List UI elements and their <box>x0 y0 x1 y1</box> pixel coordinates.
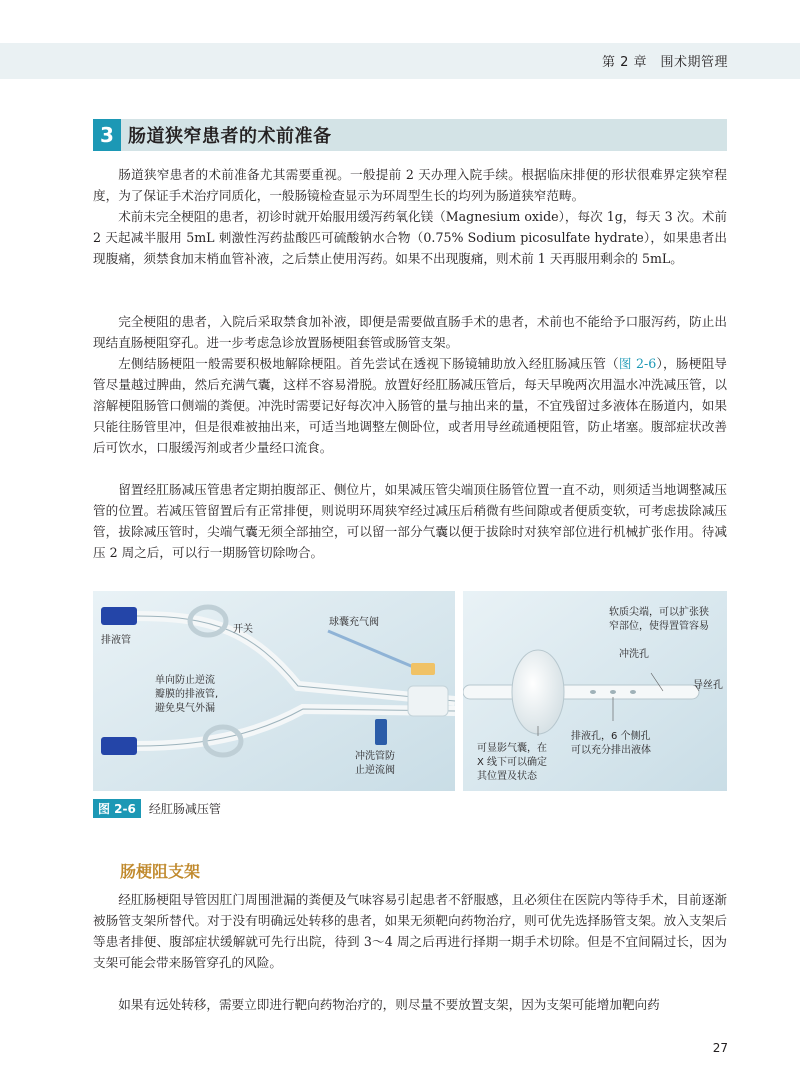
figure-reference-link[interactable]: 图 2-6 <box>618 356 657 371</box>
paragraph-6: 经肛肠梗阻导管因肛门周围泄漏的粪便及气味容易引起患者不舒服感，且必须住在医院内等待手术，目前逐渐被肠管支架所替代。对于没有明确远处转移的患者，如果无须靶向药物治疗，则可优先选择肠管支架。放入支架后等患者排便、腹部症状缓解就可先行出院，待到 3～4 周之后再进行择期一期手术切除。但是不宜间隔过长，因为支架可能会带来肠管穿孔的风险。 <box>93 892 727 970</box>
balloon-icon <box>512 650 564 734</box>
balloon-valve-icon <box>411 663 435 675</box>
paragraph-4 <box>93 353 727 458</box>
running-head: 第 2 章 围术期管理 <box>601 55 728 70</box>
label-flush-hole: 冲洗孔 <box>619 649 649 660</box>
page-number: 27 <box>712 1041 728 1055</box>
label-switch: 开关 <box>233 624 253 635</box>
figure-caption <box>93 799 221 818</box>
label-tip-1: 软质尖端，可以扩张狭 <box>609 607 709 618</box>
balloon-tip-illustration <box>463 591 727 791</box>
section-heading <box>93 119 727 151</box>
label-guide-hole: 导丝孔 <box>693 680 723 691</box>
section-title: 肠道狭窄患者的术前准备 <box>128 126 332 147</box>
label-side-2: 可以充分排出液体 <box>571 745 651 756</box>
y-connector <box>408 686 448 716</box>
flush-valve-icon <box>375 719 387 745</box>
paragraph-3: 完全梗阻的患者，入院后采取禁食加补液，即便是需要做直肠手术的患者，术前也不能给予口服泻药，防止出现结直肠梗阻穿孔。进一步考虑急诊放置肠梗阻套管或肠管支架。 <box>93 314 727 350</box>
paragraph-5: 留置经肛肠减压管患者定期拍腹部正、侧位片，如果减压管尖端顶住肠管位置一直不动，则须适当地调整减压管的位置。若减压管留置后有正常排便，则说明环周狭窄经过减压后稍微有些间隙或者便质变软，可考虑拔除减压管，拔除减压管时，尖端气囊无须全部抽空，可以留一部分气囊以便于拔除时对狭窄部位进行机械扩张作用。待减压 2 周之后，可以行一期肠管切除吻合。 <box>93 482 727 560</box>
paragraph-1: 肠道狭窄患者的术前准备尤其需要重视。一般提前 2 天办理入院手续。根据临床排便的形状很难界定狭窄程度，为了保证手术治疗同质化，一般肠镜检查显示为环周型生长的均列为肠道狭窄范畴。 <box>93 167 727 203</box>
label-balloon-3: 其位置及状态 <box>477 771 537 782</box>
section-number: 3 <box>93 119 121 151</box>
paragraph-4-start: 左侧结肠梗阻一般需要积极地解除梗阻。首先尝试在透视下肠镜辅助放入经肛肠减压管（ <box>118 356 619 371</box>
label-side-1: 排液孔，6 个侧孔 <box>571 731 651 742</box>
figure-tag: 图 2-6 <box>93 799 141 818</box>
figure-left-panel <box>93 591 455 791</box>
paragraph-7: 如果有远处转移，需要立即进行靶向药物治疗的，则尽量不要放置支架，因为支架可能增加靶向药 <box>118 997 660 1012</box>
label-drain: 排液管 <box>101 635 131 646</box>
figure-caption-text: 经肛肠减压管 <box>148 802 221 816</box>
label-oneway-2: 瓣膜的排液管, <box>155 689 219 700</box>
label-flush-1: 冲洗管防 <box>355 751 395 762</box>
drain-connector-bottom <box>101 737 137 755</box>
drain-connector-top <box>101 607 137 625</box>
paragraph-2: 术前未完全梗阻的患者，初诊时就开始服用缓泻药氧化镁（Magnesium oxide），每次 1g，每天 3 次。术前 2 天起减半服用 5mL 刺激性泻药盐酸匹可硫酸钠水合物（0.75% Sodium picosulfate hydrate），如果患者出现腹痛，须禁食加末梢血管补液，之后禁止使用泻药。如果不出现腹痛，则术前 1 天再服用剩余的 5mL。 <box>93 209 727 266</box>
subsection-title: 肠梗阻支架 <box>120 862 201 881</box>
paragraph-4-end: ），肠梗阻导管尽量越过脾曲，然后充满气囊，这样不容易滑脱。放置好经肛肠减压管后，每天早晚两次用温水冲洗减压管，以溶解梗阻肠管口侧端的粪便。冲洗时需要记好每次冲入肠管的量与抽出来的量，不宜残留过多液体在肠道内，如果只能往肠管里冲，但是很难被抽出来，可适当地调整左侧卧位，或者用导丝疏通梗阻管，防止堵塞。腹部症状改善后可饮水，口服缓泻剂或者少量经口流食。 <box>93 356 727 455</box>
label-oneway-1: 单向防止逆流 <box>155 675 215 686</box>
label-balloon-valve: 球囊充气阀 <box>329 617 379 628</box>
label-tip-2: 窄部位，使得置管容易 <box>609 621 709 632</box>
figure-right-panel <box>463 591 727 791</box>
decompression-tube-illustration <box>93 591 455 791</box>
label-balloon-2: X 线下可以确定 <box>477 757 548 768</box>
label-oneway-3: 避免臭气外漏 <box>155 703 215 714</box>
label-balloon-1: 可显影气囊，在 <box>477 743 547 754</box>
label-flush-2: 止逆流阀 <box>355 765 395 776</box>
